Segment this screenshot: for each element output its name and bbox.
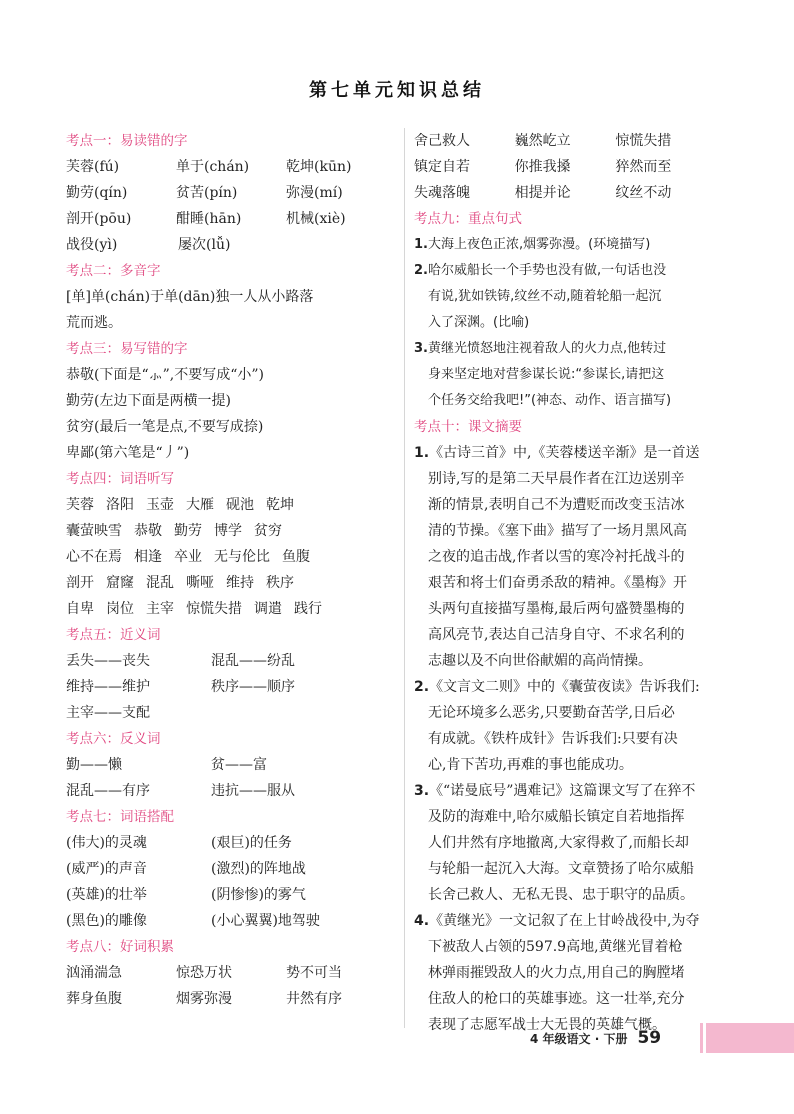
word-item: 贫苦(pín) (176, 185, 238, 201)
text-line: 哈尔威船长一个手势也没有做,一句话也没 (427, 263, 667, 278)
text-line: 别诗,写的是第二天早晨作者在江边送别辛 (428, 471, 685, 487)
word-item: 维持——维护 (66, 679, 150, 695)
text-line: 头两句直接描写墨梅,最后两句盛赞墨梅的 (428, 601, 685, 617)
text-line: 卑鄙(第六笔是“丿”) (66, 445, 190, 461)
word-item: 相提并论 (514, 185, 571, 201)
footer-accent-rule (700, 1023, 703, 1053)
word-row (66, 856, 396, 882)
word-row (66, 492, 396, 518)
word-item: 纹丝不动 (615, 185, 672, 201)
right-column (414, 128, 716, 1038)
word-item: (小心翼翼)地驾驶 (211, 913, 320, 929)
summary-item (414, 674, 716, 700)
text-line: 及防的海难中,哈尔威船长镇定自若地指挥 (428, 809, 685, 825)
section-heading: 考点十：课文摘要 (414, 419, 522, 435)
word-item: 贫——富 (211, 757, 267, 773)
text-line: 恭敬(下面是“⺗”,不要写成“小”) (66, 367, 265, 383)
word-item: 芙蓉(fú) (66, 159, 120, 175)
page-number: 59 (637, 1028, 662, 1048)
word-item: 剖开(pōu) (66, 211, 132, 227)
word-item: 机械(xiè) (286, 211, 346, 227)
word-item: 失魂落魄 (414, 185, 470, 201)
section-heading: 考点五：近义词 (66, 627, 161, 643)
word-item: 剖开 (66, 575, 94, 591)
word-row (66, 700, 396, 726)
item-number: 3. (414, 783, 430, 799)
word-item: 势不可当 (286, 965, 342, 981)
word-row (66, 674, 396, 700)
page-footer (530, 1026, 661, 1050)
text-line: 之夜的追击战,作者以雪的寒冷衬托战斗的 (428, 549, 685, 565)
word-item: 惊慌失措 (186, 601, 242, 617)
word-item: 酣睡(hān) (176, 211, 242, 227)
text-line: 贫穷(最后一笔是点,不要写成捺) (66, 419, 264, 435)
text-line: 长舍己救人、无私无畏、忠于职守的品质。 (428, 887, 694, 903)
word-item: 维持 (226, 575, 254, 591)
word-row (66, 882, 396, 908)
word-row (414, 180, 716, 206)
word-item: 舍己救人 (414, 133, 470, 149)
word-item: 勤——懒 (66, 757, 122, 773)
word-row (66, 908, 396, 934)
word-row (66, 570, 396, 596)
text-line: 高风亮节,表达自己洁身自守、不求名利的 (428, 627, 685, 643)
text-line: 有说,犹如铁铸,纹丝不动,随着轮船一起沉 (428, 289, 662, 304)
word-item: 洛阳 (106, 497, 134, 513)
left-column (66, 128, 396, 1012)
text-line: 清的节操。《塞下曲》描写了一场月黑风高 (428, 523, 687, 539)
word-item: 猝然而至 (615, 159, 672, 175)
word-row (66, 648, 396, 674)
word-item: 秩序——顺序 (211, 679, 295, 695)
word-item: 嘶哑 (186, 575, 214, 591)
word-item: 囊萤映雪 (66, 523, 122, 539)
word-item: 镇定自若 (414, 159, 470, 175)
section-heading: 考点七：词语搭配 (66, 809, 174, 825)
text-line: 身来坚定地对营参谋长说:“参谋长,请把这 (428, 367, 665, 382)
word-item: 主宰 (146, 601, 174, 617)
text-line: 《古诗三首》中,《芙蓉楼送辛渐》是一首送 (429, 445, 700, 461)
word-row (66, 830, 396, 856)
section-heading: 考点一：易读错的字 (66, 133, 188, 149)
word-item: 勤劳 (174, 523, 202, 539)
word-item: 心不在焉 (66, 549, 122, 565)
word-item: 调遣 (254, 601, 282, 617)
text-line: 荒而逃。 (66, 315, 122, 331)
sentence-item (414, 336, 716, 362)
text-line: 《黄继光》一文记叙了在上甘岭战役中,为夺 (429, 913, 700, 929)
text-line: 下被敌人占领的597.9高地,黄继光冒着枪 (428, 939, 683, 955)
word-item: 混乱——纷乱 (211, 653, 295, 669)
word-item: 弥漫(mí) (286, 185, 343, 201)
word-item: 汹涌湍急 (66, 965, 122, 981)
column-divider (404, 128, 405, 1028)
word-item: 践行 (294, 601, 322, 617)
text-line: 《“诺曼底号”遇难记》这篇课文写了在猝不 (429, 783, 696, 799)
word-item: 鱼腹 (282, 549, 310, 565)
word-row (66, 180, 396, 206)
text-line: 心,肯下苦功,再难的事也能成功。 (428, 757, 633, 773)
word-item: 混乱——有序 (66, 783, 150, 799)
summary-item (414, 440, 716, 466)
word-item: 混乱 (146, 575, 174, 591)
section-heading: 考点二：多音字 (66, 263, 161, 279)
sentence-item (414, 258, 716, 284)
word-item: 自卑 (66, 601, 94, 617)
word-row (66, 778, 396, 804)
item-number: 1. (414, 445, 430, 461)
section-heading: 考点四：词语听写 (66, 471, 174, 487)
word-row (66, 232, 396, 258)
text-line: 勤劳(左边下面是两横一提) (66, 393, 231, 409)
word-row (66, 206, 396, 232)
word-item: (艰巨)的任务 (211, 835, 292, 851)
section-heading: 考点三：易写错的字 (66, 341, 188, 357)
item-number: 2. (414, 679, 430, 695)
word-item: 乾坤 (266, 497, 294, 513)
footer-accent-bar (706, 1023, 794, 1053)
word-item: 岗位 (106, 601, 134, 617)
word-item: 丢失——丧失 (66, 653, 150, 669)
word-item: 贫穷 (254, 523, 282, 539)
text-line: 大海上夜色正浓,烟雾弥漫。(环境描写) (427, 237, 651, 252)
text-line: 有成就。《铁杵成针》告诉我们:只要有决 (428, 731, 678, 747)
word-item: 乾坤(kūn) (286, 159, 352, 175)
word-item: 巍然屹立 (514, 133, 571, 149)
summary-item (414, 778, 716, 804)
word-item: 惊慌失措 (615, 133, 672, 149)
word-item: (激烈)的阵地战 (211, 861, 306, 877)
word-item: 你推我搡 (514, 159, 571, 175)
word-item: 井然有序 (286, 991, 342, 1007)
word-row (66, 986, 396, 1012)
section-heading: 考点八：好词积累 (66, 939, 174, 955)
word-row (66, 596, 396, 622)
text-line: 表现了志愿军战士大无畏的英雄气概。 (428, 1017, 666, 1033)
word-item: 惊恐万状 (176, 965, 232, 981)
text-line: 林弹雨摧毁敌人的火力点,用自己的胸膛堵 (428, 965, 685, 981)
text-line: 入了深渊。(比喻) (428, 315, 530, 330)
page-title: 第七单元知识总结 (309, 80, 485, 101)
text-line: [单]单(chán)于单(dān)独一人从小路落 (66, 289, 314, 305)
word-item: 芙蓉 (66, 497, 94, 513)
word-item: 单于(chán) (176, 159, 250, 175)
section-heading: 考点九：重点句式 (414, 211, 522, 227)
word-item: 无与伦比 (214, 549, 270, 565)
word-item: (伟大)的灵魂 (66, 835, 147, 851)
word-item: 秩序 (266, 575, 294, 591)
word-row (66, 752, 396, 778)
word-item: 窟窿 (106, 575, 134, 591)
word-item: 博学 (214, 523, 242, 539)
word-row (414, 154, 716, 180)
word-item: 恭敬 (134, 523, 162, 539)
item-number: 2. (414, 263, 428, 278)
text-line: 志趣以及不向世俗献媚的高尚情操。 (428, 653, 652, 669)
word-item: 战役(yì) (66, 237, 118, 253)
text-line: 黄继光愤怒地注视着敌人的火力点,他转过 (427, 341, 667, 356)
text-line: 住敌人的枪口的英雄事迹。这一壮举,充分 (428, 991, 685, 1007)
text-line: 人们井然有序地撤离,大家得救了,而船长却 (428, 835, 689, 851)
word-item: 违抗——服从 (211, 783, 295, 799)
word-item: 主宰——支配 (66, 705, 150, 721)
footer-label: 4 年级语文 · 下册 (530, 1031, 628, 1046)
text-line: 个任务交给我吧!”(神态、动作、语言描写) (428, 393, 672, 408)
word-item: 大雁 (186, 497, 214, 513)
word-row (414, 128, 716, 154)
word-item: (黑色)的雕像 (66, 913, 147, 929)
text-line: 渐的情景,表明自己不为遭贬而改变玉洁冰 (428, 497, 685, 513)
word-row (66, 544, 396, 570)
word-row (66, 960, 396, 986)
word-item: 卒业 (174, 549, 202, 565)
word-item: 砚池 (226, 497, 254, 513)
word-item: 相逢 (134, 549, 162, 565)
item-number: 3. (414, 341, 428, 356)
word-item: (英雄)的壮举 (66, 887, 147, 903)
item-number: 1. (414, 237, 428, 252)
word-item: 烟雾弥漫 (176, 991, 232, 1007)
word-item: 玉壶 (146, 497, 174, 513)
word-item: (阴惨惨)的雾气 (211, 887, 306, 903)
word-item: 屡次(lǚ) (178, 237, 231, 253)
section-heading: 考点六：反义词 (66, 731, 161, 747)
item-number: 4. (414, 913, 430, 929)
text-line: 与轮船一起沉入大海。文章赞扬了哈尔威船 (428, 861, 694, 877)
text-line: 无论环境多么恶劣,只要勤奋苦学,日后必 (428, 705, 675, 721)
word-item: (威严)的声音 (66, 861, 147, 877)
word-item: 葬身鱼腹 (66, 991, 122, 1007)
word-row (66, 518, 396, 544)
text-line: 艰苦和将士们奋勇杀敌的精神。《墨梅》开 (428, 575, 687, 591)
word-item: 勤劳(qín) (66, 185, 128, 201)
summary-item (414, 908, 716, 934)
text-line: 《文言文二则》中的《囊萤夜读》告诉我们: (429, 679, 700, 695)
word-row (66, 154, 396, 180)
sentence-item (414, 232, 716, 258)
